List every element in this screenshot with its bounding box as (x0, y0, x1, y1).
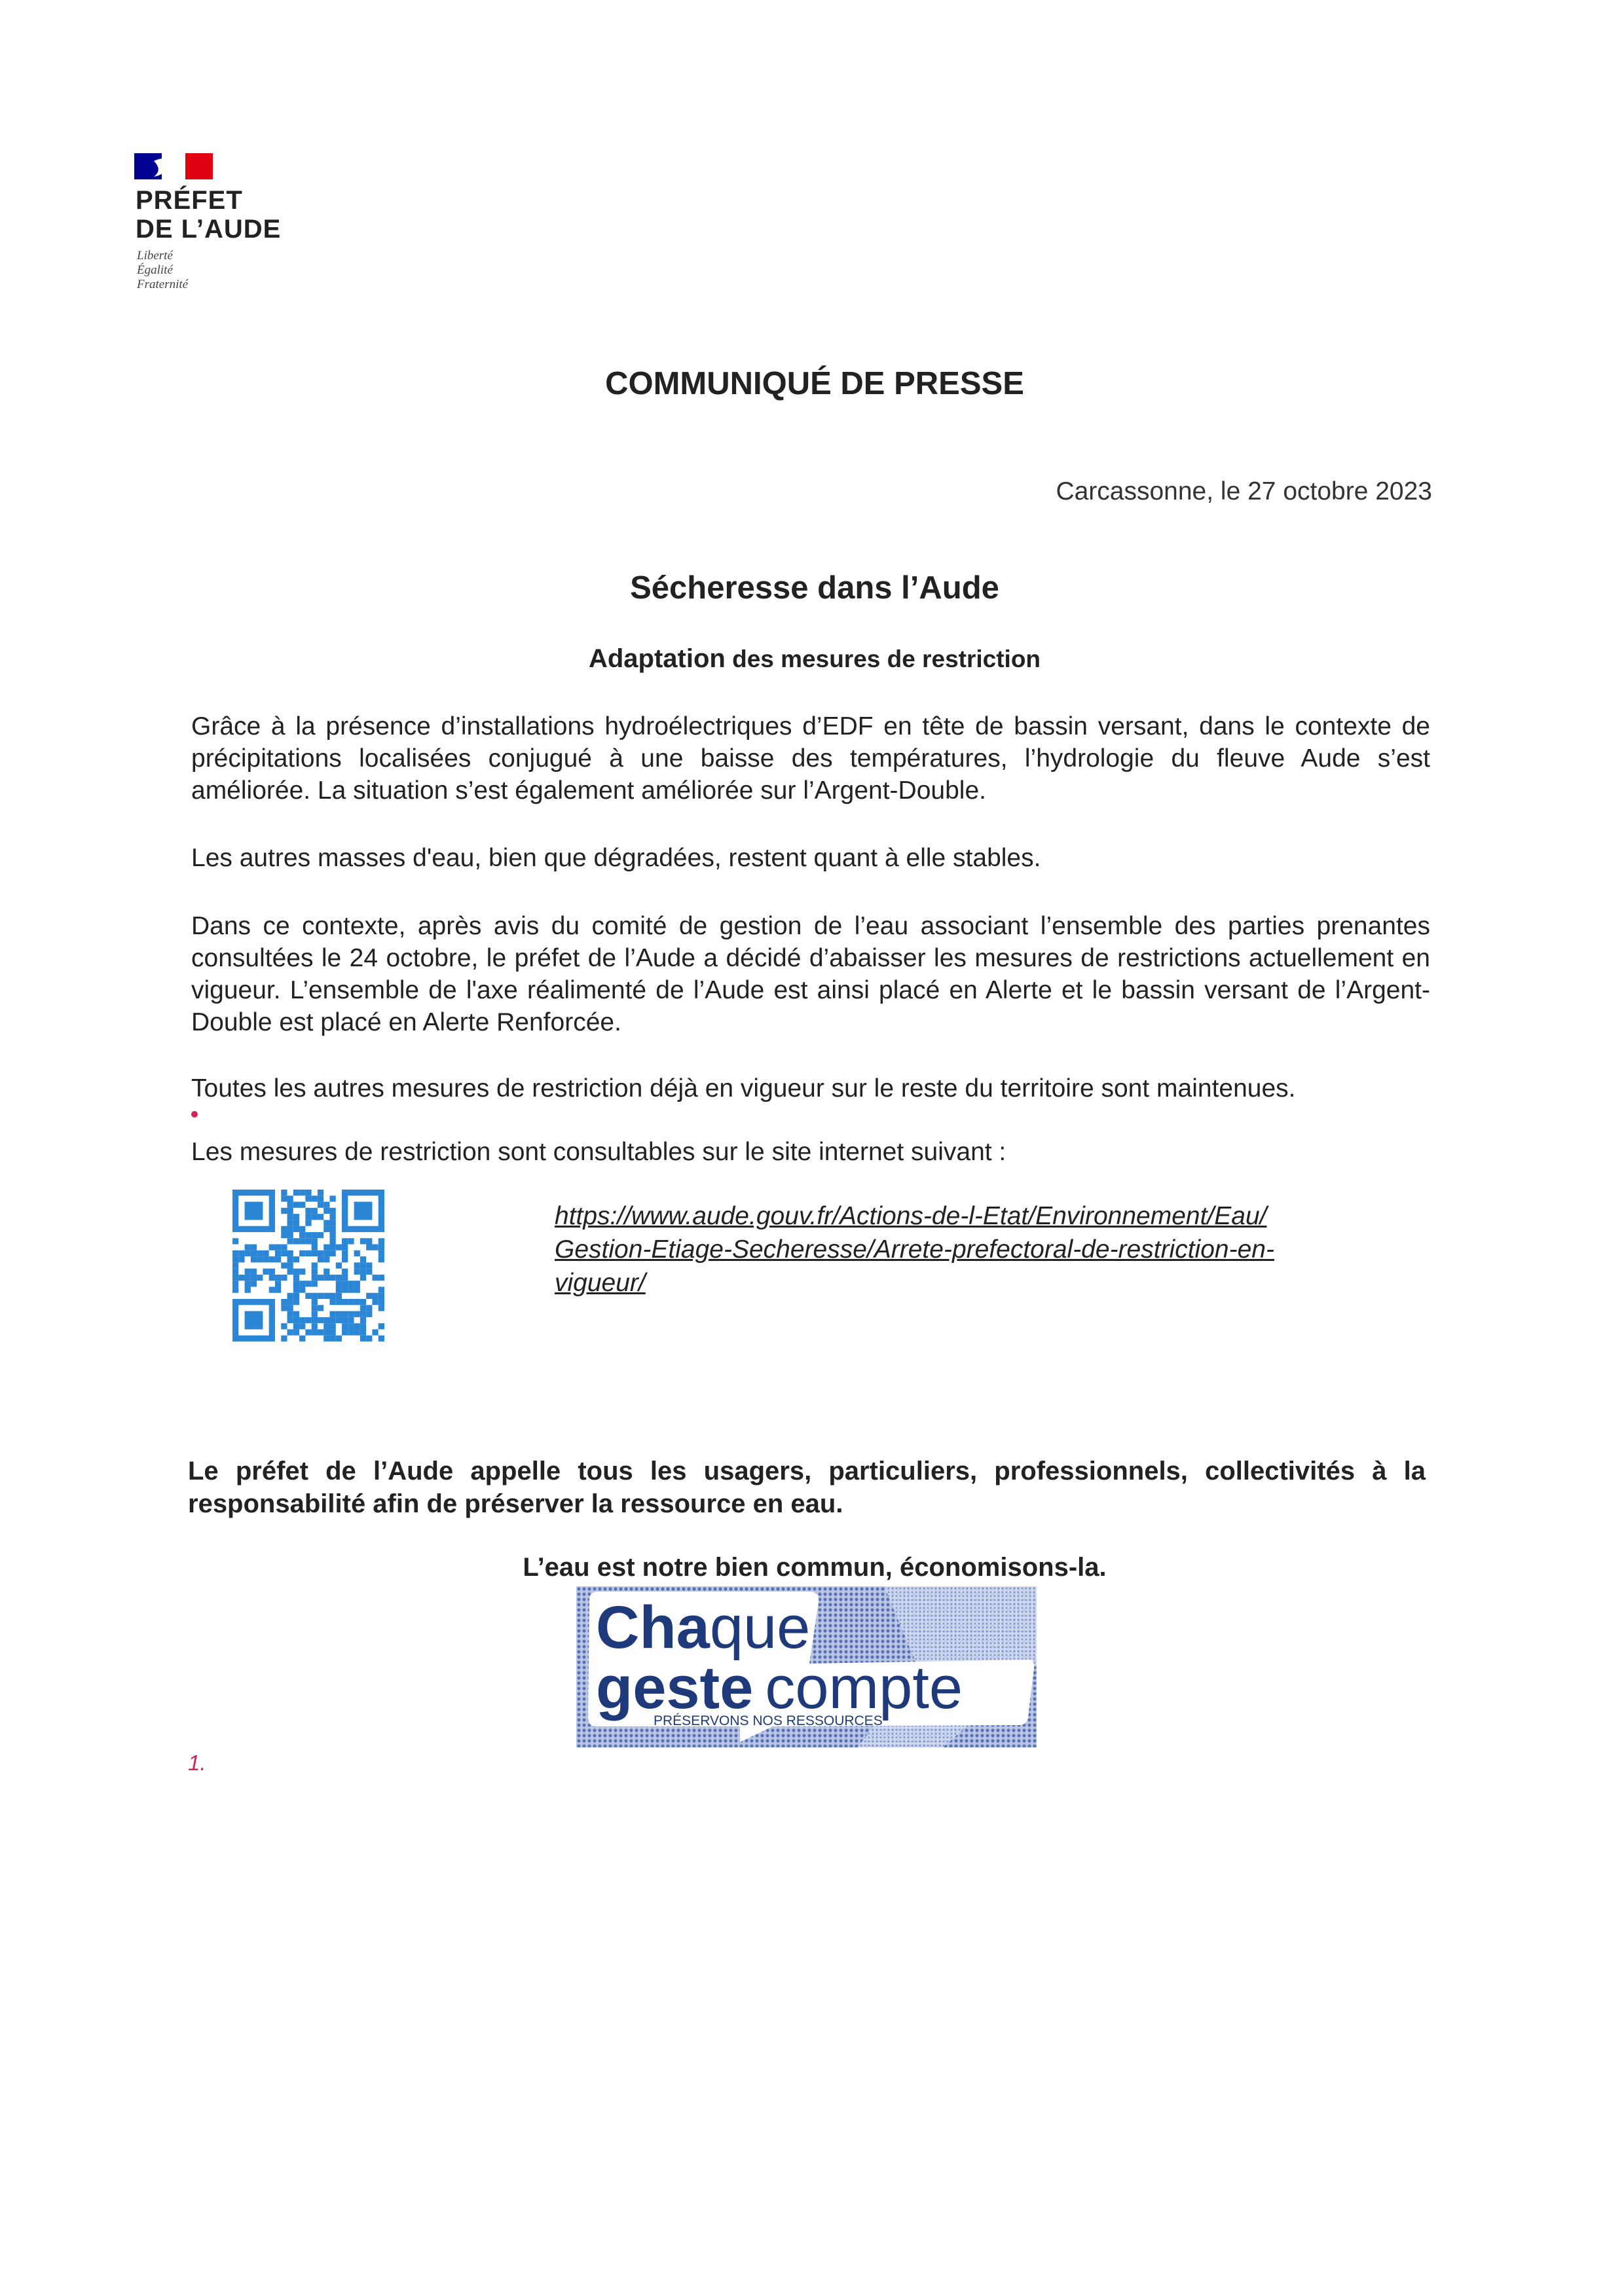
campaign-tagline: PRÉSERVONS NOS RESSOURCES (654, 1713, 883, 1728)
document-type-heading: COMMUNIQUÉ DE PRESSE (605, 366, 1024, 401)
motto-liberte: Liberté (137, 249, 173, 263)
link-line[interactable]: vigueur/ (555, 1269, 646, 1297)
page-number: 1. (188, 1751, 206, 1775)
link-line[interactable]: Gestion-Etiage-Secheresse/Arrete-prefectoral-de-restriction-en- (555, 1235, 1274, 1264)
subtitle-lead: Adaptation (588, 644, 726, 673)
brand-prefet: PRÉFET (136, 186, 243, 215)
brand-de-laude: DE L’AUDE (136, 215, 282, 244)
campaign-word-que: que (709, 1594, 811, 1661)
appeal-paragraph: Le préfet de l’Aude appelle tous les usagers, particuliers, professionnels, collectivités à la responsabilité afin de préserver la ressource en eau. (188, 1457, 1426, 1518)
campaign-word-geste: geste (596, 1654, 754, 1721)
marianne-flag-icon (134, 149, 213, 183)
chaque-geste-compte-logo (576, 1586, 1037, 1747)
subtitle-rest: des mesures de restriction (725, 646, 1041, 672)
restriction-link[interactable] (555, 1199, 1380, 1300)
link-line[interactable]: https://www.aude.gouv.fr/Actions-de-l-Etat/Environnement/Eau/ (555, 1202, 1267, 1230)
dateline: Carcassonne, le 27 octobre 2023 (1056, 477, 1432, 505)
campaign-word-cha: Cha (596, 1594, 710, 1661)
paragraph-maintained-measures: Toutes les autres mesures de restriction déjà en vigueur sur le reste du territoire sont maintenues. (191, 1074, 1296, 1102)
paragraph-website-intro: Les mesures de restriction sont consultables sur le site internet suivant : (191, 1138, 1006, 1166)
paragraph-other-waters: Les autres masses d'eau, bien que dégradées, restent quant à elle stables. (191, 844, 1041, 872)
qr-code[interactable] (232, 1190, 384, 1341)
motto-fraternite: Fraternité (137, 278, 189, 291)
page-subtitle (0, 644, 1624, 674)
paragraph-hydrology: Grâce à la présence d’installations hydroélectriques d’EDF en tête de bassin versant, dans le contexte de précipitations localisées conjugué à une baisse des températures, l’hydrologie du fleuve Aude s’est améliorée. La situation s’est également améliorée sur l’Argent-Double. (191, 712, 1430, 805)
bullet-dot (191, 1111, 198, 1118)
paragraph-decision: Dans ce contexte, après avis du comité de gestion de l’eau associant l’ensemble des parties prenantes consultées le 24 octobre, le préfet de l’Aude a décidé d’abaisser les mesures de restrictions actuellement en vigueur. L’ensemble de l'axe réalimenté de l’Aude est ainsi placé en Alerte et le bassin versant de l’Argent-Double est placé en Alerte Renforcée. (191, 912, 1430, 1036)
motto-egalite: Égalité (137, 263, 173, 277)
svg-text:gestecompte (596, 1654, 963, 1721)
svg-text:Chaque (596, 1594, 810, 1661)
slogan: L’eau est notre bien commun, économisons-la. (523, 1553, 1107, 1582)
campaign-word-compte: compte (765, 1654, 963, 1721)
page-title: Sécheresse dans l’Aude (630, 570, 999, 606)
